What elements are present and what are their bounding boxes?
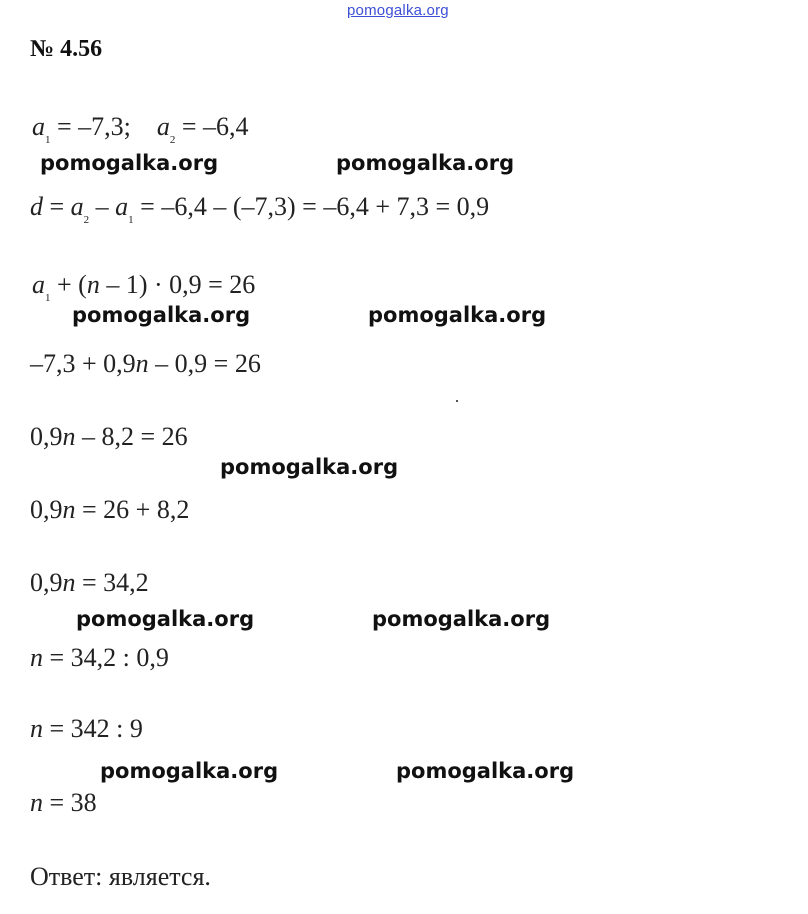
watermark-text: pomogalka.org	[368, 303, 547, 327]
equation-nth-term: $a_1 + (n - 1) \cdot 0,9 = 26$	[32, 270, 256, 304]
watermark-text: pomogalka.org	[372, 607, 551, 631]
equation-result: n = 38	[30, 788, 97, 817]
watermark-text: pomogalka.org	[396, 759, 575, 783]
watermark-text: pomogalka.org	[76, 607, 255, 631]
watermark-text: pomogalka.org	[40, 151, 219, 175]
equation-common-difference: $d = a_2 - a_1 = -6,4 - (-7,3) = -6,4 + 7,3 = 0,9$	[30, 192, 490, 226]
watermark-text: pomogalka.org	[100, 759, 279, 783]
equation-simplified: 0,9n – 8,2 = 26	[30, 422, 188, 451]
watermark-text: pomogalka.org	[72, 303, 251, 327]
stray-dot	[456, 400, 458, 402]
equation-expanded: –7,3 + 0,9n – 0,9 = 26	[30, 349, 261, 378]
equation-move-term: 0,9n = 26 + 8,2	[30, 495, 190, 524]
watermark-text: pomogalka.org	[220, 455, 399, 479]
equation-division: n = 34,2 : 0,9	[30, 643, 169, 672]
answer-text: Ответ: является.	[30, 862, 211, 891]
equation-sum: 0,9n = 34,2	[30, 568, 149, 597]
equation-integer-division: n = 342 : 9	[30, 714, 143, 743]
header-watermark-link[interactable]: pomogalka.org	[347, 2, 449, 19]
task-number-heading: № 4.56	[30, 36, 103, 62]
watermark-text: pomogalka.org	[336, 151, 515, 175]
equation-given-terms: $a_1 = -7,3$; $a_2 = -6,4$	[32, 112, 249, 146]
